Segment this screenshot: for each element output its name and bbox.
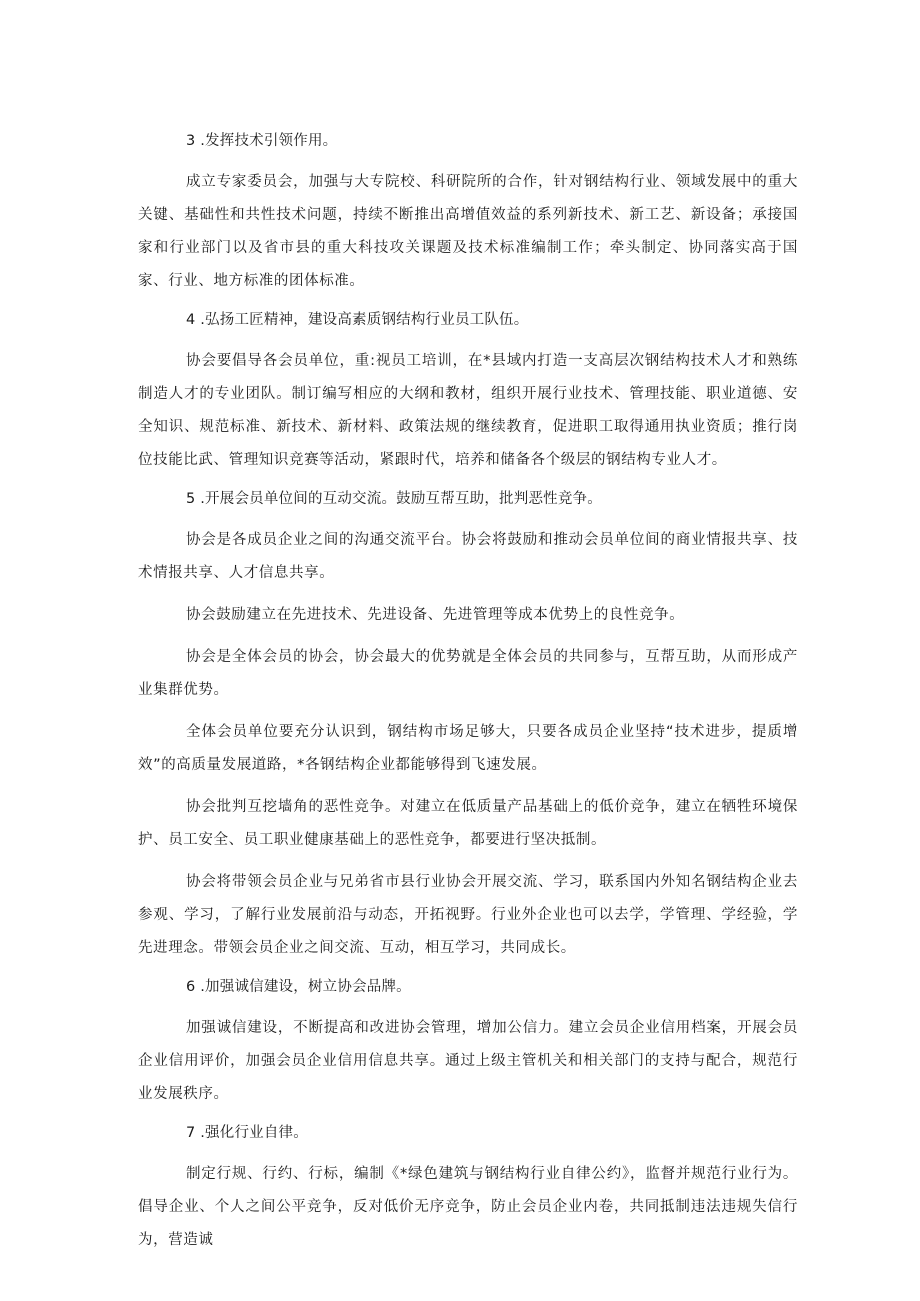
paragraph-healthy-competition: 协会鼓励建立在先进技术、先进设备、先进管理等成本优势上的良性竞争。 <box>186 607 685 623</box>
paragraph-expert-committee: 成立专家委员会，加强与大专院校、科研院所的合作，针对钢结构行业、领域发展中的重大关键、基础性和共性技术问题，持续不断推出高增值效益的系列新技术、新工艺、新设备；承接国家和行业部门以及省市县的重大科技攻关课题及技术标准编制工作；牵头制定、协同落实高于国家、行业、地方标准的团体标准。 <box>138 174 798 289</box>
section-heading-4: 4 .弘扬工匠精神，建设高素质钢结构行业员工队伍。 <box>186 312 529 328</box>
paragraph-exchange-learning: 协会将带领会员企业与兄弟省市县行业协会开展交流、学习，联系国内外知名钢结构企业去参观、学习，了解行业发展前沿与动态，开拓视野。行业外企业也可以去学，学管理、学经验，学先进理念。带领会员企业之间交流、互动，相互学习，共同成长。 <box>138 874 798 956</box>
paragraph-credit-building: 加强诚信建设，不断提高和改进协会管理，增加公信力。建立会员企业信用档案，开展会员企业信用评价，加强会员企业信用信息共享。通过上级主管机关和相关部门的支持与配合，规范行业发展秩序。 <box>138 1020 798 1102</box>
paragraph-vicious-competition: 协会批判互挖墙角的恶性竞争。对建立在低质量产品基础上的低价竞争，建立在牺牲环境保护、员工安全、员工职业健康基础上的恶性竞争，都要进行坚决抵制。 <box>138 799 798 848</box>
paragraph-market-development: 全体会员单位要充分认识到，钢结构市场足够大，只要各成员企业坚持“技术进步，提质增效”的高质量发展道路，*各钢结构企业都能够得到飞速发展。 <box>138 724 798 773</box>
paragraph-communication-platform: 协会是各成员企业之间的沟通交流平台。协会将鼓励和推动会员单位间的商业情报共享、技术情报共享、人才信息共享。 <box>138 532 798 581</box>
paragraph-member-participation: 协会是全体会员的协会，协会最大的优势就是全体会员的共同参与，互帮互助，从而形成产业集群优势。 <box>138 649 798 698</box>
paragraph-self-discipline: 制定行规、行约、行标，编制《*绿色建筑与钢结构行业自律公约》，监督并规范行业行为。倡导企业、个人之间公平竞争，反对低价无序竞争，防止会员企业内卷，共同抵制违法违规失信行为，营造诚 <box>138 1166 798 1248</box>
document-body <box>138 128 798 1266</box>
section-heading-7: 7 .强化行业自律。 <box>186 1125 308 1141</box>
section-heading-3: 3 .发挥技术引领作用。 <box>186 133 338 149</box>
paragraph-staff-training: 协会要倡导各会员单位，重:视员工培训，在*县域内打造一支高层次钢结构技术人才和熟练制造人才的专业团队。制订编写相应的大纲和教材，组织开展行业技术、管理技能、职业道德、安全知识、规范标准、新技术、新材料、政策法规的继续教育，促进职工取得通用执业资质；推行岗位技能比武、管理知识竞赛等活动，紧跟时代，培养和储备各个级层的钢结构专业人才。 <box>138 353 798 468</box>
section-heading-6: 6 .加强诚信建设，树立协会品牌。 <box>186 979 411 995</box>
section-heading-5: 5 .开展会员单位间的互动交流。鼓励互帮互助，批判恶性竞争。 <box>186 491 602 507</box>
